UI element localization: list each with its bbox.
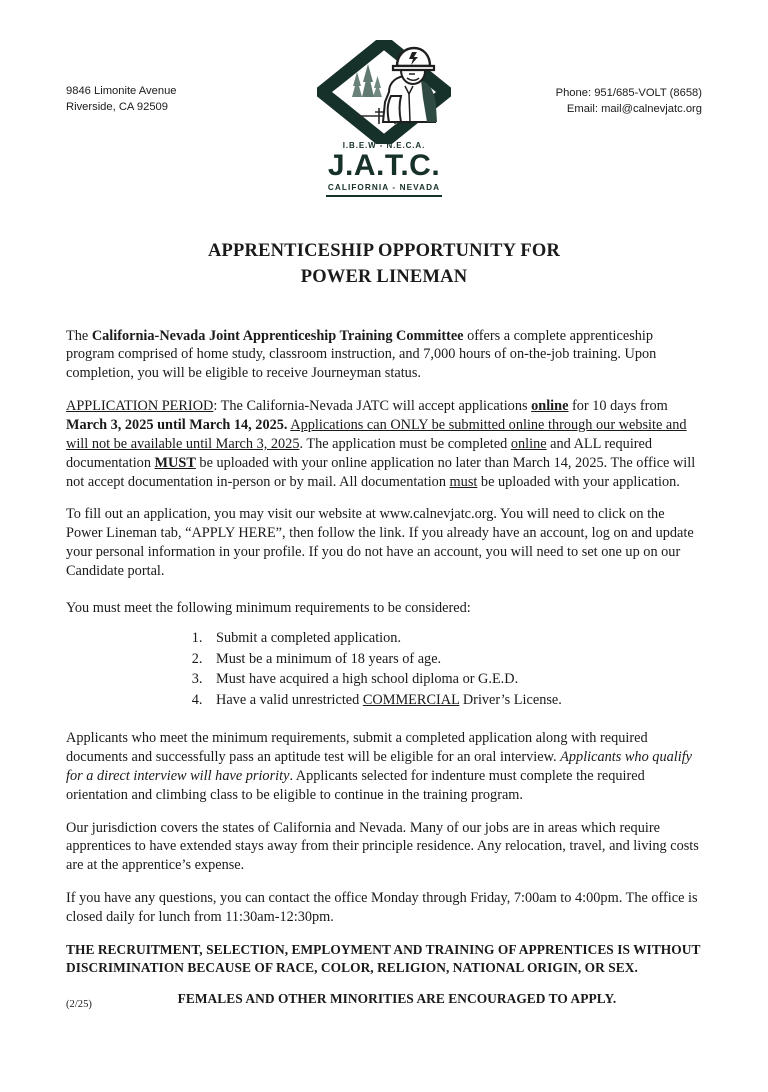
requirements-lead-in: You must meet the following minimum requirements to be considered: xyxy=(66,599,471,616)
selection-text-1: Applicants who meet the minimum requirements, submit a completed application along with required documents and successfully pass an aptitude test will be eligible for an oral interview. xyxy=(66,730,648,765)
online-underline: online xyxy=(510,435,547,452)
nondiscrimination-notice: THE RECRUITMENT, SELECTION, EMPLOYMENT AND TRAINING OF APPRENTICES IS WITHOUT DISCRIMINATION BECAUSE OF RACE, COLOR, RELIGION, NATIONAL ORIGIN, OR SEX. xyxy=(66,941,701,975)
page-title xyxy=(66,238,702,291)
app-text-7: be uploaded with your application. xyxy=(477,473,680,490)
list-item xyxy=(206,628,702,649)
intro-text-1: The xyxy=(66,327,92,344)
requirement-text-pre: Have a valid unrestricted xyxy=(216,692,363,709)
committee-name: California-Nevada Joint Apprenticeship Training Committee xyxy=(91,327,464,344)
online-only-note: Applications can ONLY be submitted online through our website and will not be available until March 3, 2025 xyxy=(66,416,687,452)
office-address: 9846 Limonite Avenue Riverside, CA 92509 xyxy=(66,85,177,113)
requirement-text-pre: Submit a completed application. xyxy=(216,629,402,646)
logo-acronym: J.A.T.C. xyxy=(327,149,441,182)
logo-region: CALIFORNIA - NEVADA xyxy=(327,182,441,192)
selection-text-2: . Applicants selected for indenture must complete the required orientation and climbing class to be eligible to continue in the training program. xyxy=(66,767,645,803)
application-period-heading: APPLICATION PERIOD xyxy=(66,398,214,415)
letterhead xyxy=(66,0,702,200)
selection-paragraph xyxy=(66,729,702,804)
app-text-5: and ALL required documentation xyxy=(66,435,653,471)
office-hours-paragraph: If you have any questions, you can contact the office Monday through Friday, 7:00am to 4:00pm. The office is closed daily for lunch from 11:30am-12:30pm. xyxy=(66,890,698,926)
list-item xyxy=(206,649,702,670)
must-underline: must xyxy=(449,473,478,490)
app-text-2: for 10 days from xyxy=(568,398,668,415)
requirement-text-pre: Must have acquired a high school diploma or G.E.D. xyxy=(216,671,519,688)
jatc-logo xyxy=(309,40,459,197)
page-title-line-2: POWER LINEMAN xyxy=(300,267,468,288)
revision-footer: (2/25) xyxy=(66,999,92,1010)
application-dates: March 3, 2025 until March 14, 2025. xyxy=(66,416,288,433)
list-item xyxy=(206,669,702,690)
requirement-text-post: Driver’s License. xyxy=(459,692,562,709)
must-emphasis: MUST xyxy=(154,454,196,471)
document-body xyxy=(66,327,702,1008)
list-item xyxy=(206,690,702,711)
app-text-6: be uploaded with your online application no later than March 14, 2025. The office will not accept documentation in-person or by mail. All documentation xyxy=(66,454,696,490)
direct-interview-priority-note: Applicants who qualify for a direct interview will have priority xyxy=(66,749,693,784)
requirements-list xyxy=(66,628,702,711)
intro-paragraph xyxy=(66,327,702,384)
online-emphasis: online xyxy=(531,398,569,415)
jatc-lineman-diamond-icon xyxy=(309,40,459,144)
application-period-paragraph xyxy=(66,397,702,491)
jurisdiction-paragraph: Our jurisdiction covers the states of California and Nevada. Many of our jobs are in areas which require apprentices to have extended stays away from their principle residence. Any relocation, travel, and living costs are at the apprentice’s expense. xyxy=(66,819,699,874)
requirement-text-pre: Must be a minimum of 18 years of age. xyxy=(216,650,442,667)
phone-line: Phone: 951/685-VOLT (8658) xyxy=(555,87,702,99)
intro-text-2: offers a complete apprenticeship program comprised of home study, classroom instruction, and 7,000 hours of on-the-job training. Upon completion, you will be eligible to receive Journeyman status. xyxy=(66,327,657,382)
logo-affiliations: I.B.E.W - N.E.C.A. xyxy=(342,141,426,150)
contact-info xyxy=(556,86,702,118)
app-text-4: . The application must be completed xyxy=(299,435,511,452)
requirement-text-emph: COMMERCIAL xyxy=(362,692,460,709)
email-line: Email: mail@calnevjatc.org xyxy=(566,102,702,115)
page-title-line-1: APPRENTICESHIP OPPORTUNITY FOR xyxy=(207,241,561,261)
how-to-apply-paragraph: To fill out an application, you may visit our website at www.calnevjatc.org. You will need to click on the Power Lineman tab, “APPLY HERE”, then follow the link. If you already have an account, log on and update your personal information in your profile. If you do not have an account, you will need to set one up on our Candidate portal. xyxy=(66,506,694,579)
app-text-1: : The California-Nevada JATC will accept applications xyxy=(213,398,532,415)
logo-wordmark xyxy=(309,142,459,197)
encouragement-notice: FEMALES AND OTHER MINORITIES ARE ENCOURAGED TO APPLY. xyxy=(177,991,617,1007)
logo-divider-rule xyxy=(326,195,442,197)
